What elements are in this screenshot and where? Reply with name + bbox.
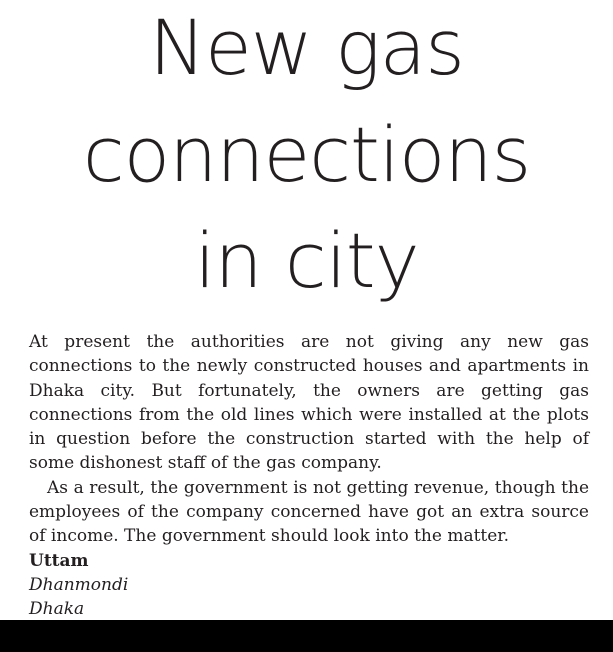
signature-area: Dhanmondi [29,574,129,595]
headline-line-1: New gas [149,3,464,92]
headline-line-3: in city [194,216,419,305]
letter-body [29,330,589,622]
signature-city: Dhaka [29,599,85,620]
bottom-black-bar [0,620,613,652]
signature-name: Uttam [29,550,89,571]
body-paragraph-1: At present the authorities are not giving any new gas connections to the newly constructed houses and apartments in Dhaka city. But fortunately, the owners are getting gas connections from the old lines which were installed at the plots in question before the construction started with the help of some dishonest staff of the gas company. [29,332,589,474]
body-paragraph-2: As a result, the government is not getting revenue, though the employees of the company concerned have got an extra source of income. The government should look into the matter. [29,477,589,547]
headline-line-2: connections [82,110,531,199]
